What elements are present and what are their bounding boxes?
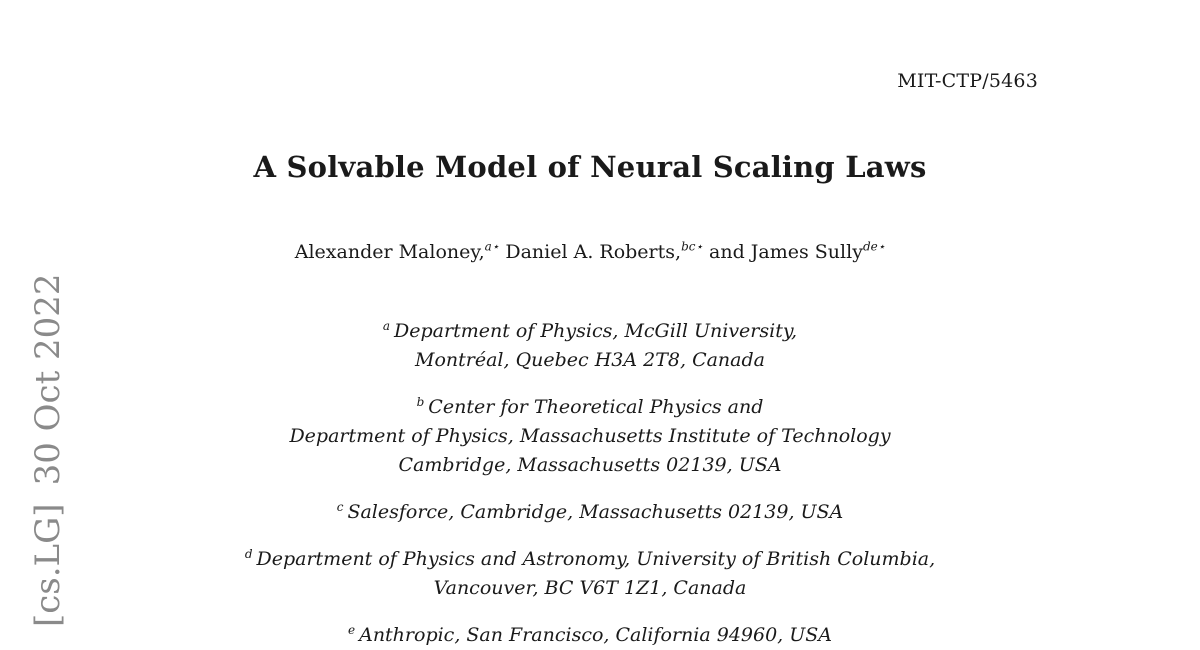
affiliation-line: Anthropic, San Francisco, California 94960, USA	[359, 624, 833, 646]
affiliation-line: Cambridge, Massachusetts 02139, USA	[398, 454, 782, 476]
affiliation-d	[0, 545, 1180, 603]
author-marks: bc⋆	[681, 239, 703, 254]
paper-title: A Solvable Model of Neural Scaling Laws	[253, 150, 927, 184]
author-list	[0, 241, 1180, 263]
affiliation-a	[0, 317, 1180, 375]
affiliation-mark: e	[347, 622, 356, 637]
affiliation-line: Vancouver, BC V6T 1Z1, Canada	[433, 577, 747, 599]
author-name: Daniel A. Roberts,	[505, 241, 682, 263]
affiliation-mark: b	[416, 394, 425, 409]
affiliation-line: Montréal, Quebec H3A 2T8, Canada	[415, 349, 765, 371]
author-name: Alexander Maloney,	[294, 241, 485, 263]
affiliation-line: Department of Physics, McGill University,	[394, 320, 798, 342]
affiliation-mark: c	[336, 499, 344, 514]
affiliation-mark: d	[244, 546, 253, 561]
affiliation-line: Department of Physics, Massachusetts Institute of Technology	[289, 425, 891, 447]
author-marks: a⋆	[484, 239, 500, 254]
affiliation-c	[0, 498, 1180, 527]
affiliation-line: Center for Theoretical Physics and	[428, 396, 764, 418]
affiliation-mark: a	[382, 318, 391, 333]
affiliation-line: Department of Physics and Astronomy, University of British Columbia,	[256, 548, 936, 570]
affiliation-line: Salesforce, Cambridge, Massachusetts 02139, USA	[347, 501, 844, 523]
arxiv-category: [cs.LG]	[28, 503, 68, 627]
author-marks: de⋆	[862, 239, 886, 254]
author-name: and James Sully	[709, 241, 863, 263]
affiliation-e	[0, 621, 1180, 650]
affiliation-b	[0, 393, 1180, 480]
report-number: MIT-CTP/5463	[897, 70, 1038, 92]
arxiv-date: 30 Oct 2022	[28, 273, 68, 486]
